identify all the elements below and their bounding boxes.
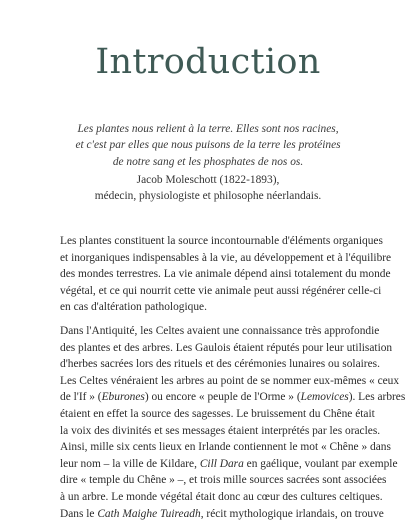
attribution-line: Jacob Moleschott (1822-1893), bbox=[136, 174, 280, 186]
text-line: des plantes et des arbres. Les Gaulois étaient réputés pour leur utilisation bbox=[60, 341, 393, 354]
text-line: dire « temple du Chêne » –, et trois mille sources sacrées sont associées bbox=[60, 474, 387, 487]
chapter-title: Introduction bbox=[95, 42, 321, 82]
text-line bbox=[60, 456, 398, 473]
attribution-line: médecin, physiologiste et philosophe néerlandais. bbox=[94, 190, 322, 203]
text-run: leur nom – la ville de Kildare, bbox=[60, 457, 200, 470]
text-line: et inorganiques indispensables à la vie, au développement et à l'équilibre bbox=[60, 251, 392, 264]
text-line: d'herbes sacrées lors des rituels et des cérémonies lunaires ou solaires. bbox=[60, 358, 380, 371]
text-line: en cas d'altération pathologique. bbox=[60, 301, 207, 314]
epigraph-line: et c'est par elles que nous puisons de la terre les protéines bbox=[75, 139, 341, 152]
text-line: à un arbre. Le monde végétal était donc au cœur des cultures celtiques. bbox=[60, 490, 383, 503]
text-line: des mondes terrestres. La vie animale dépend ainsi totalement du monde bbox=[60, 268, 391, 281]
text-run: Dans le bbox=[60, 507, 98, 520]
text-line: Dans l'Antiquité, les Celtes avaient une connaissance très approfondie bbox=[60, 325, 380, 337]
text-line: Ainsi, mille six cents lieux en Irlande contiennent le mot « Chêne » dans bbox=[60, 441, 391, 454]
text-run: en gaélique, voulant par exemple bbox=[243, 457, 398, 470]
text-line: étaient en effet la source des sagesses. Le bruissement du Chêne était bbox=[60, 407, 375, 420]
italic-term: Cill Dara bbox=[199, 457, 244, 470]
text-run: de l'If » ( bbox=[60, 391, 102, 404]
paragraph-1 bbox=[60, 233, 392, 316]
italic-term: Cath Maighe Tuireadh bbox=[97, 507, 201, 520]
italic-term: Eburones bbox=[101, 391, 145, 404]
text-line bbox=[60, 389, 406, 406]
epigraph-quote bbox=[30, 121, 386, 170]
text-line: Les plantes constituent la source incontournable d'éléments organiques bbox=[60, 235, 383, 247]
text-run: ). Les arbres bbox=[348, 391, 406, 404]
text-run: ) ou encore « peuple de l'Orme » ( bbox=[144, 391, 301, 404]
epigraph-line: Les plantes nous relient à la terre. Elles sont nos racines, bbox=[77, 123, 339, 135]
paragraph-2 bbox=[60, 323, 406, 522]
text-line: végétal, et ce qui nourrit cette vie animale peut aussi régénérer celle-ci bbox=[60, 284, 382, 297]
text-line bbox=[60, 506, 384, 522]
text-line: Les Celtes vénéraient les arbres au point de se nommer eux-mêmes « ceux bbox=[60, 374, 400, 387]
epigraph-attribution bbox=[30, 172, 386, 205]
epigraph-line: de notre sang et les phosphates de nos os. bbox=[112, 155, 304, 168]
italic-term: Lemovices bbox=[300, 391, 349, 404]
text-line: la voix des divinités et ses messages étaient interprétés par les oracles. bbox=[60, 424, 381, 437]
text-run: , récit mythologique irlandais, on trouve bbox=[200, 507, 384, 520]
